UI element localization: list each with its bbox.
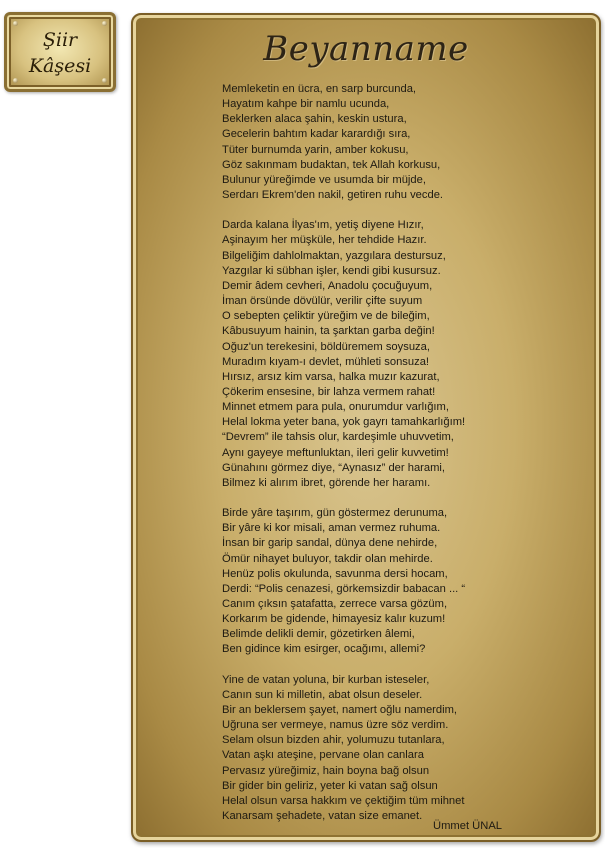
poem-line: Helal lokma yeter bana, yok gayrı tamahkarlığım! [222, 416, 466, 429]
poem-line: Bir gider bin geliriz, yeter ki vatan sağ olsun [222, 779, 438, 792]
rivet-icon [102, 78, 107, 83]
poem-line: Kâbusuyum hainin, ta şarktan garba değin! [222, 325, 435, 338]
poem-stanza [222, 218, 594, 491]
poem-line: Bilmez ki alırım ibret, görende her haramı. [222, 476, 431, 489]
poem-line: Pervasız yüreğimiz, hain boyna bağ olsun [222, 764, 430, 777]
badge-title-line1: Şiir [42, 29, 78, 51]
poem-line: Hırsız, arsız kim varsa, halka muzır kazurat, [222, 370, 440, 383]
poem-line: Uğruna ser vermeye, namus üzre söz verdim. [222, 719, 449, 732]
poem-line: O sebepten çeliktir yüreğim ve de bileğim, [222, 310, 430, 323]
poem-line: Çökerim ensesine, bir lahza vermem rahat! [222, 385, 436, 398]
poem-line: Günahını görmez diye, “Aynasız” der harami, [222, 461, 446, 474]
poem-line: Helal olsun varsa hakkım ve çektiğim tüm mihnet [222, 794, 465, 807]
poem-stanza [222, 82, 594, 203]
poem-line: Bilgeliğim dahlolmaktan, yazgılara destursuz, [222, 249, 446, 262]
poem-line: Birde yâre taşırım, gün göstermez derunuma, [222, 507, 448, 520]
poem-line: Yazgılar ki sübhan işler, kendi gibi kusursuz. [222, 264, 441, 277]
poem-line: Korkarım be gidende, himayesiz kalır kuzum! [222, 613, 446, 626]
poem-body [222, 82, 594, 839]
rivet-icon [102, 21, 107, 26]
poem-line: Bulunur yüreğimde ve usumda bir müjde, [222, 173, 426, 186]
poem-line: Yine de vatan yoluna, bir kurban isteseler, [222, 673, 430, 686]
poem-line: Canın sun ki milletin, abat olsun deseler. [222, 688, 423, 701]
poem-line: Canım çıksın şatafatta, zerrece varsa gözüm, [222, 598, 448, 610]
poem-panel [131, 13, 601, 842]
poem-author: Ümmet ÜNAL [433, 820, 502, 832]
poem-line: Memleketin en ücra, en sarp burcunda, [222, 83, 417, 95]
poem-line: Belimde delikli demir, gözetirken âlemi, [222, 628, 415, 641]
poem-line: Aynı gayeye meftunluktan, ileri gelir kuvvetim! [222, 446, 449, 459]
poem-line: Derdi: “Polis cenazesi, görkemsizdir babacan ... “ [222, 582, 466, 595]
poem-title: Beyanname [263, 29, 469, 69]
poem-line: Darda kalana İlyas'ım, yetiş diyene Hızır, [222, 219, 424, 232]
poem-line: İman örsünde dövülür, verilir çifte suyum [222, 295, 423, 308]
poem-line: Demir âdem cevheri, Anadolu çocuğuyum, [222, 279, 433, 292]
rivet-icon [13, 21, 18, 26]
poem-line: Bir an beklersem şayet, namert oğlu namerdim, [222, 703, 458, 716]
poem-line: Tüter burnumda yarin, amber kokusu, [222, 143, 409, 156]
poem-line: Ben gidince kim esirger, ocağımı, allemi? [222, 643, 426, 656]
poem-line: Selam olsun bizden ahir, yolumuzu tutanlara, [222, 734, 445, 747]
poem-line: Oğuz'un terekesini, böldüremem soysuza, [222, 340, 430, 353]
poem-line: Serdarı Ekrem'den nakil, getiren ruhu vecde. [222, 189, 444, 202]
badge-title-line2: Kâşesi [28, 55, 92, 77]
poem-line: Vatan aşkı ateşine, pervane olan canlara [222, 749, 424, 762]
poem-line: Ömür nihayet buluyor, takdir olan mehirde. [222, 552, 433, 565]
poem-line: Bir yâre ki kor misali, aman vermez ruhuma. [222, 522, 441, 535]
poem-stanza [222, 673, 594, 825]
site-logo-badge[interactable] [4, 12, 116, 92]
poem-line: İnsan bir garip sandal, dünya dene nehirde, [222, 537, 438, 550]
poem-line: Muradım kıyam-ı devlet, mühleti sonsuza! [222, 355, 430, 368]
poem-line: Gecelerin bahtım kadar karardığı sıra, [222, 128, 411, 141]
poem-line: Beklerken alaca şahin, keskin ustura, [222, 113, 407, 126]
poem-stanza [222, 506, 594, 658]
poem-line: Minnet etmem para pula, onurumdur varlığım, [222, 401, 449, 414]
poem-line: Göz sakınmam budaktan, tek Allah korkusu, [222, 158, 441, 171]
poem-line: Aşinayım her müşküle, her tehdide Hazır. [222, 234, 427, 247]
poem-line: “Devrem” ile tahsis olur, kardeşimle uhuvvetim, [222, 431, 454, 444]
rivet-icon [13, 78, 18, 83]
poem-line: Hayatım kahpe bir namlu ucunda, [222, 98, 390, 111]
poem-line: Kanarsam şehadete, vatan size emanet. [222, 810, 423, 823]
poem-line: Henüz polis okulunda, savunma dersi hocam, [222, 567, 448, 580]
